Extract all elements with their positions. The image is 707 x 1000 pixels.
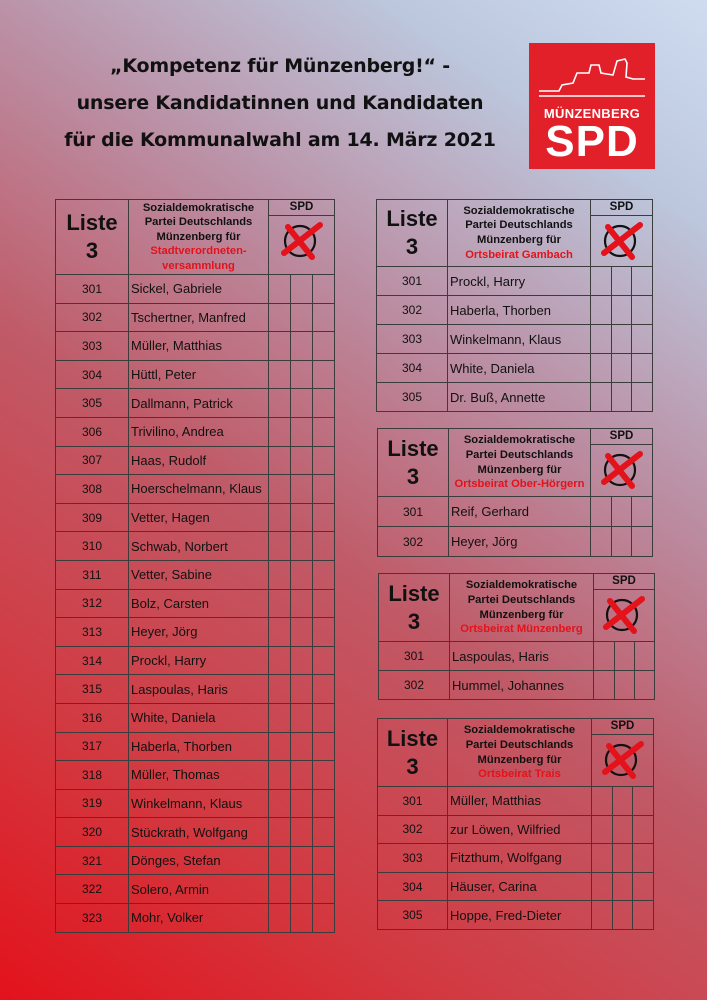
- vote-checkbox[interactable]: [269, 503, 291, 532]
- ballot-ortsbeirat-gambach: [376, 199, 653, 412]
- vote-checkbox[interactable]: [291, 589, 313, 618]
- vote-cross-icon: [602, 593, 646, 635]
- candidate-number: 308: [56, 475, 129, 504]
- candidate-row: [56, 761, 335, 790]
- election-body: Ortsbeirat Gambach: [465, 248, 573, 261]
- candidate-row: [377, 383, 653, 412]
- vote-checkbox[interactable]: [269, 589, 291, 618]
- vote-checkbox[interactable]: [269, 475, 291, 504]
- vote-checkbox[interactable]: [632, 527, 653, 557]
- vote-checkbox[interactable]: [612, 325, 632, 354]
- spd-label: SPD: [592, 719, 653, 735]
- candidate-name: Vetter, Hagen: [129, 503, 269, 532]
- vote-checkbox[interactable]: [613, 787, 633, 816]
- candidate-row: [56, 389, 335, 418]
- spd-vote-box[interactable]: [591, 200, 653, 267]
- candidate-name: zur Löwen, Wilfried: [448, 815, 592, 844]
- vote-checkbox[interactable]: [313, 818, 335, 847]
- vote-checkbox[interactable]: [291, 560, 313, 589]
- candidate-name: Dr. Buß, Annette: [448, 383, 591, 412]
- vote-checkbox[interactable]: [313, 475, 335, 504]
- vote-checkbox[interactable]: [269, 303, 291, 332]
- vote-checkbox[interactable]: [633, 844, 654, 873]
- vote-checkbox[interactable]: [313, 360, 335, 389]
- vote-checkbox[interactable]: [633, 815, 654, 844]
- candidate-number: 305: [56, 389, 129, 418]
- candidate-row: [377, 267, 653, 296]
- candidate-name: Winkelmann, Klaus: [448, 325, 591, 354]
- party-line-2: Partei Deutschlands: [467, 593, 576, 606]
- vote-checkbox[interactable]: [615, 642, 635, 671]
- vote-checkbox[interactable]: [291, 904, 313, 933]
- vote-checkbox[interactable]: [291, 732, 313, 761]
- candidate-name: Müller, Matthias: [129, 332, 269, 361]
- list-label: Liste: [66, 210, 118, 235]
- vote-checkbox[interactable]: [633, 901, 654, 930]
- vote-checkbox[interactable]: [613, 844, 633, 873]
- vote-checkbox[interactable]: [291, 675, 313, 704]
- candidate-number: 304: [378, 872, 448, 901]
- vote-checkbox[interactable]: [291, 789, 313, 818]
- ballot-stadtverordnetenversammlung: [55, 199, 335, 933]
- vote-checkbox[interactable]: [594, 642, 615, 671]
- vote-checkbox[interactable]: [269, 703, 291, 732]
- vote-checkbox[interactable]: [613, 901, 633, 930]
- spd-vote-box[interactable]: [269, 200, 335, 275]
- candidate-name: Trivilino, Andrea: [129, 417, 269, 446]
- spd-vote-box[interactable]: [592, 719, 654, 787]
- candidate-name: Häuser, Carina: [448, 872, 592, 901]
- candidate-number: 311: [56, 560, 129, 589]
- vote-checkbox[interactable]: [269, 332, 291, 361]
- candidate-number: 316: [56, 703, 129, 732]
- candidate-number: 322: [56, 875, 129, 904]
- candidate-name: Prockl, Harry: [129, 646, 269, 675]
- list-number: 3: [406, 463, 420, 489]
- vote-checkbox[interactable]: [291, 417, 313, 446]
- vote-checkbox[interactable]: [269, 417, 291, 446]
- vote-checkbox[interactable]: [635, 671, 655, 700]
- candidate-number: 307: [56, 446, 129, 475]
- vote-checkbox[interactable]: [313, 761, 335, 790]
- candidate-row: [56, 560, 335, 589]
- list-number-cell: [56, 200, 129, 275]
- candidate-name: Prockl, Harry: [448, 267, 591, 296]
- candidate-row: [56, 446, 335, 475]
- flyer-heading: [60, 48, 500, 159]
- logo-party: SPD: [545, 117, 639, 166]
- candidate-name: White, Daniela: [448, 354, 591, 383]
- candidate-number: 302: [377, 296, 448, 325]
- vote-checkbox[interactable]: [591, 325, 612, 354]
- vote-checkbox[interactable]: [313, 389, 335, 418]
- candidate-row: [377, 354, 653, 383]
- candidate-number: 320: [56, 818, 129, 847]
- ballot-ortsbeirat-ober-hoergern: [377, 428, 653, 557]
- vote-checkbox[interactable]: [592, 787, 613, 816]
- vote-checkbox[interactable]: [612, 383, 632, 412]
- candidate-number: 310: [56, 532, 129, 561]
- candidate-name: Hüttl, Peter: [129, 360, 269, 389]
- candidate-number: 309: [56, 503, 129, 532]
- candidate-row: [56, 846, 335, 875]
- election-body: Ortsbeirat Münzenberg: [460, 623, 583, 636]
- vote-checkbox[interactable]: [291, 761, 313, 790]
- candidate-row: [56, 703, 335, 732]
- vote-checkbox[interactable]: [632, 296, 653, 325]
- heading-line-3: für die Kommunalwahl am 14. März 2021: [64, 129, 496, 151]
- candidate-row: [377, 325, 653, 354]
- vote-checkbox[interactable]: [269, 818, 291, 847]
- vote-checkbox[interactable]: [291, 275, 313, 304]
- party-line-3: Münzenberg für: [477, 234, 561, 246]
- list-label: Liste: [386, 206, 438, 231]
- candidate-number: 305: [377, 383, 448, 412]
- vote-checkbox[interactable]: [591, 354, 612, 383]
- candidate-name: Vetter, Sabine: [129, 560, 269, 589]
- vote-checkbox[interactable]: [592, 901, 613, 930]
- candidate-name: Haberla, Thorben: [129, 732, 269, 761]
- vote-checkbox[interactable]: [633, 787, 654, 816]
- vote-checkbox[interactable]: [269, 761, 291, 790]
- vote-checkbox[interactable]: [291, 446, 313, 475]
- candidate-name: Bolz, Carsten: [129, 589, 269, 618]
- vote-checkbox[interactable]: [591, 296, 612, 325]
- vote-checkbox[interactable]: [291, 846, 313, 875]
- candidate-name: Dönges, Stefan: [129, 846, 269, 875]
- candidate-number: 304: [377, 354, 448, 383]
- candidate-number: 303: [378, 844, 448, 873]
- vote-checkbox[interactable]: [632, 354, 653, 383]
- party-line-3: Münzenberg für: [477, 463, 562, 476]
- vote-checkbox[interactable]: [269, 732, 291, 761]
- candidate-row: [378, 497, 653, 527]
- vote-checkbox[interactable]: [291, 503, 313, 532]
- spd-label: SPD: [591, 429, 652, 445]
- candidate-name: Haberla, Thorben: [448, 296, 591, 325]
- candidate-row: [378, 872, 654, 901]
- candidate-number: 312: [56, 589, 129, 618]
- candidate-name: Stückrath, Wolfgang: [129, 818, 269, 847]
- party-line-2: Partei Deutschlands: [465, 219, 573, 232]
- vote-checkbox[interactable]: [313, 589, 335, 618]
- party-description: [450, 574, 594, 642]
- candidate-row: [56, 818, 335, 847]
- spd-label: SPD: [591, 200, 652, 216]
- candidate-name: Müller, Thomas: [129, 761, 269, 790]
- spd-label: SPD: [269, 200, 334, 216]
- vote-checkbox[interactable]: [591, 497, 612, 527]
- vote-checkbox[interactable]: [612, 527, 632, 557]
- vote-checkbox[interactable]: [313, 417, 335, 446]
- vote-checkbox[interactable]: [632, 497, 653, 527]
- candidate-name: Winkelmann, Klaus: [129, 789, 269, 818]
- candidate-row: [56, 646, 335, 675]
- party-line-3: Münzenberg für: [156, 230, 241, 243]
- vote-checkbox[interactable]: [269, 532, 291, 561]
- candidate-number: 314: [56, 646, 129, 675]
- list-label: Liste: [387, 435, 439, 461]
- vote-checkbox[interactable]: [291, 360, 313, 389]
- list-number: 3: [407, 608, 421, 634]
- candidate-number: 303: [377, 325, 448, 354]
- candidate-number: 306: [56, 417, 129, 446]
- vote-checkbox[interactable]: [612, 296, 632, 325]
- candidate-name: Müller, Matthias: [448, 787, 592, 816]
- vote-checkbox[interactable]: [313, 846, 335, 875]
- party-line-1: Sozialdemokratische: [463, 434, 576, 447]
- candidate-row: [56, 732, 335, 761]
- vote-checkbox[interactable]: [313, 703, 335, 732]
- vote-checkbox[interactable]: [591, 527, 612, 557]
- party-line-1: Sozialdemokratische: [142, 201, 255, 214]
- candidate-name: Tschertner, Manfred: [129, 303, 269, 332]
- candidate-number: 301: [377, 267, 448, 296]
- candidate-row: [378, 844, 654, 873]
- candidate-name: Hoerschelmann, Klaus: [129, 475, 269, 504]
- vote-checkbox[interactable]: [269, 675, 291, 704]
- candidate-number: 319: [56, 789, 129, 818]
- candidate-name: Dallmann, Patrick: [129, 389, 269, 418]
- vote-checkbox[interactable]: [269, 904, 291, 933]
- candidate-row: [378, 527, 653, 557]
- vote-checkbox[interactable]: [291, 389, 313, 418]
- vote-checkbox[interactable]: [269, 646, 291, 675]
- candidate-row: [56, 618, 335, 647]
- list-number: 3: [405, 234, 419, 259]
- candidate-row: [377, 296, 653, 325]
- vote-checkbox[interactable]: [269, 446, 291, 475]
- vote-checkbox[interactable]: [313, 560, 335, 589]
- vote-checkbox[interactable]: [291, 818, 313, 847]
- party-description: [129, 200, 269, 275]
- spd-vote-box[interactable]: [591, 429, 653, 497]
- party-line-1: Sozialdemokratische: [463, 724, 576, 737]
- candidate-row: [378, 815, 654, 844]
- vote-checkbox[interactable]: [313, 446, 335, 475]
- candidate-row: [56, 303, 335, 332]
- candidate-row: [378, 901, 654, 930]
- vote-checkbox[interactable]: [592, 844, 613, 873]
- candidate-number: 302: [378, 527, 449, 557]
- party-line-1: Sozialdemokratische: [463, 204, 575, 217]
- party-description: [448, 719, 592, 787]
- vote-checkbox[interactable]: [291, 703, 313, 732]
- vote-checkbox[interactable]: [612, 267, 632, 296]
- candidate-name: Mohr, Volker: [129, 904, 269, 933]
- list-number: 3: [406, 753, 419, 779]
- candidate-row: [56, 675, 335, 704]
- list-label: Liste: [388, 580, 440, 606]
- vote-checkbox[interactable]: [612, 497, 632, 527]
- candidate-name: Fitzthum, Wolfgang: [448, 844, 592, 873]
- vote-checkbox[interactable]: [613, 815, 633, 844]
- candidate-row: [379, 671, 655, 700]
- candidate-number: 313: [56, 618, 129, 647]
- vote-checkbox[interactable]: [291, 303, 313, 332]
- candidate-row: [56, 332, 335, 361]
- party-description: [448, 200, 591, 267]
- candidate-name: Hoppe, Fred-Dieter: [448, 901, 592, 930]
- vote-checkbox[interactable]: [632, 267, 653, 296]
- candidate-row: [56, 789, 335, 818]
- candidate-name: Schwab, Norbert: [129, 532, 269, 561]
- vote-cross-icon: [600, 219, 644, 261]
- vote-checkbox[interactable]: [633, 872, 654, 901]
- party-line-1: Sozialdemokratische: [465, 579, 578, 592]
- vote-cross-icon: [600, 448, 644, 490]
- vote-checkbox[interactable]: [591, 267, 612, 296]
- election-body: Ortsbeirat Trais: [478, 768, 561, 781]
- vote-checkbox[interactable]: [269, 618, 291, 647]
- vote-checkbox[interactable]: [313, 275, 335, 304]
- vote-checkbox[interactable]: [594, 671, 615, 700]
- candidate-number: 317: [56, 732, 129, 761]
- vote-checkbox[interactable]: [291, 532, 313, 561]
- candidate-name: Laspoulas, Haris: [129, 675, 269, 704]
- vote-checkbox[interactable]: [313, 675, 335, 704]
- vote-checkbox[interactable]: [269, 789, 291, 818]
- vote-checkbox[interactable]: [313, 875, 335, 904]
- candidate-row: [56, 875, 335, 904]
- candidate-row: [379, 642, 655, 671]
- vote-checkbox[interactable]: [269, 360, 291, 389]
- candidate-row: [56, 275, 335, 304]
- vote-checkbox[interactable]: [291, 332, 313, 361]
- candidate-number: 318: [56, 761, 129, 790]
- vote-checkbox[interactable]: [269, 875, 291, 904]
- vote-checkbox[interactable]: [269, 389, 291, 418]
- vote-checkbox[interactable]: [612, 354, 632, 383]
- vote-checkbox[interactable]: [591, 383, 612, 412]
- vote-checkbox[interactable]: [592, 872, 613, 901]
- candidate-name: Solero, Armin: [129, 875, 269, 904]
- candidate-number: 301: [378, 497, 449, 527]
- candidate-number: 315: [56, 675, 129, 704]
- candidate-row: [56, 904, 335, 933]
- list-number-cell: [379, 574, 450, 642]
- candidate-number: 303: [56, 332, 129, 361]
- party-description: [449, 429, 591, 497]
- candidate-number: 321: [56, 846, 129, 875]
- vote-checkbox[interactable]: [291, 875, 313, 904]
- logo-town: MÜNZENBERG: [543, 106, 641, 121]
- candidate-name: White, Daniela: [129, 703, 269, 732]
- candidate-row: [378, 787, 654, 816]
- spd-muenzenberg-logo: [529, 43, 655, 169]
- election-body-line-2: versammlung: [162, 259, 235, 272]
- candidate-name: Heyer, Jörg: [449, 527, 591, 557]
- candidate-name: Heyer, Jörg: [129, 618, 269, 647]
- vote-checkbox[interactable]: [313, 332, 335, 361]
- candidate-number: 302: [56, 303, 129, 332]
- list-label: Liste: [386, 725, 439, 751]
- election-body-line-1: Stadtverordneten-: [150, 245, 247, 258]
- election-body: Ortsbeirat Ober-Hörgern: [454, 478, 585, 491]
- vote-checkbox[interactable]: [632, 325, 653, 354]
- vote-checkbox[interactable]: [313, 618, 335, 647]
- vote-checkbox[interactable]: [291, 646, 313, 675]
- list-number: 3: [85, 238, 99, 263]
- vote-checkbox[interactable]: [269, 560, 291, 589]
- candidate-number: 302: [378, 815, 448, 844]
- vote-checkbox[interactable]: [269, 846, 291, 875]
- vote-checkbox[interactable]: [635, 642, 655, 671]
- candidate-row: [56, 417, 335, 446]
- candidate-number: 323: [56, 904, 129, 933]
- vote-checkbox[interactable]: [613, 872, 633, 901]
- party-line-2: Partei Deutschlands: [465, 738, 574, 751]
- spd-vote-box[interactable]: [594, 574, 655, 642]
- vote-checkbox[interactable]: [313, 532, 335, 561]
- candidate-row: [56, 589, 335, 618]
- party-line-3: Münzenberg für: [477, 753, 562, 766]
- candidate-number: 301: [378, 787, 448, 816]
- vote-checkbox[interactable]: [269, 275, 291, 304]
- candidate-name: Sickel, Gabriele: [129, 275, 269, 304]
- candidate-name: Laspoulas, Haris: [450, 642, 594, 671]
- candidate-number: 301: [379, 642, 450, 671]
- candidate-number: 301: [56, 275, 129, 304]
- vote-cross-icon: [280, 219, 324, 261]
- candidate-name: Reif, Gerhard: [449, 497, 591, 527]
- vote-cross-icon: [601, 738, 645, 780]
- vote-checkbox[interactable]: [313, 646, 335, 675]
- ballot-ortsbeirat-trais: [377, 718, 654, 930]
- candidate-row: [56, 475, 335, 504]
- list-number-cell: [378, 719, 448, 787]
- list-number-cell: [378, 429, 449, 497]
- candidate-number: 305: [378, 901, 448, 930]
- vote-checkbox[interactable]: [313, 789, 335, 818]
- heading-line-1: „Kompetenz für Münzenberg!“ -: [110, 55, 450, 77]
- candidate-name: Hummel, Johannes: [450, 671, 594, 700]
- candidate-row: [56, 503, 335, 532]
- spd-label: SPD: [594, 574, 654, 590]
- party-line-2: Partei Deutschlands: [144, 216, 253, 229]
- vote-checkbox[interactable]: [291, 618, 313, 647]
- list-number-cell: [377, 200, 448, 267]
- vote-checkbox[interactable]: [615, 671, 635, 700]
- party-line-3: Münzenberg für: [479, 608, 564, 621]
- vote-checkbox[interactable]: [313, 904, 335, 933]
- vote-checkbox[interactable]: [632, 383, 653, 412]
- ballot-ortsbeirat-muenzenberg: [378, 573, 655, 700]
- vote-checkbox[interactable]: [592, 815, 613, 844]
- candidate-name: Haas, Rudolf: [129, 446, 269, 475]
- candidate-number: 302: [379, 671, 450, 700]
- vote-checkbox[interactable]: [313, 303, 335, 332]
- vote-checkbox[interactable]: [313, 503, 335, 532]
- vote-checkbox[interactable]: [291, 475, 313, 504]
- heading-line-2: unsere Kandidatinnen und Kandidaten: [76, 92, 484, 114]
- candidate-row: [56, 360, 335, 389]
- candidate-number: 304: [56, 360, 129, 389]
- vote-checkbox[interactable]: [313, 732, 335, 761]
- party-line-2: Partei Deutschlands: [465, 448, 574, 461]
- candidate-row: [56, 532, 335, 561]
